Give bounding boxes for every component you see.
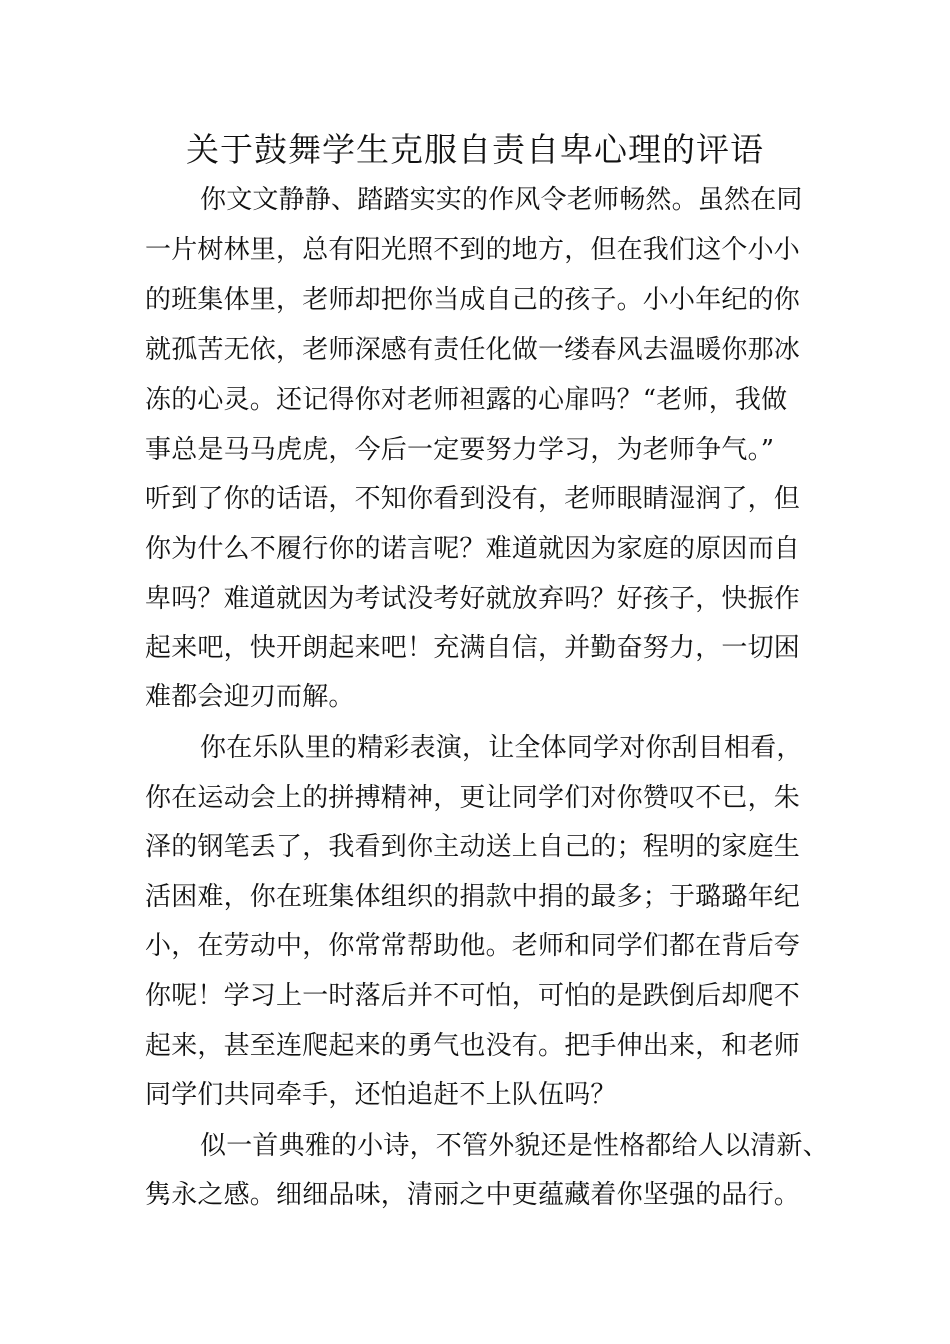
paragraph-line: 冻的心灵。还记得你对老师袒露的心扉吗？“老师，我做 [145,385,788,415]
paragraph-line: 你在乐队里的精彩表演，让全体同学对你刮目相看， [200,733,803,763]
paragraph-line: 你在运动会上的拼搏精神，更让同学们对你赞叹不已，朱 [145,783,801,813]
document-title: 关于鼓舞学生克服自责自卑心理的评语 [186,130,764,169]
paragraph-line: 小，在劳动中，你常常帮助他。老师和同学们都在背后夸 [145,931,801,961]
paragraph-line: 听到了你的话语，不知你看到没有，老师眼睛湿润了，但 [145,484,801,514]
paragraph-line: 同学们共同牵手，还怕追赶不上队伍吗？ [145,1080,617,1110]
paragraph-line: 卑吗？难道就因为考试没考好就放弃吗？好孩子，快振作 [145,584,801,614]
paragraph-line: 就孤苦无依，老师深感有责任化做一缕春风去温暖你那冰 [145,335,801,365]
paragraph-line: 起来，甚至连爬起来的勇气也没有。把手伸出来，和老师 [145,1031,801,1061]
paragraph-line: 你呢！学习上一时落后并不可怕，可怕的是跌倒后却爬不 [145,981,801,1011]
paragraph-line: 你文文静静、踏踏实实的作风令老师畅然。虽然在同 [200,185,803,215]
paragraph-line: 泽的钢笔丢了，我看到你主动送上自己的；程明的家庭生 [145,832,801,862]
paragraph-line: 似一首典雅的小诗，不管外貌还是性格都给人以清新、 [200,1131,829,1161]
paragraph-line: 你为什么不履行你的诺言呢？难道就因为家庭的原因而自 [145,534,801,564]
paragraph-line: 难都会迎刃而解。 [145,682,355,712]
paragraph-line: 的班集体里，老师却把你当成自己的孩子。小小年纪的你 [145,285,801,315]
paragraph-line: 活困难，你在班集体组织的捐款中捐的最多；于璐璐年纪 [145,882,801,912]
paragraph-line: 隽永之感。细细品味，清丽之中更蕴藏着你坚强的品行。 [145,1180,801,1210]
paragraph-line: 一片树林里，总有阳光照不到的地方，但在我们这个小小 [145,235,801,265]
paragraph-line: 事总是马马虎虎，今后一定要努力学习，为老师争气。” [145,435,775,465]
paragraph-line: 起来吧，快开朗起来吧！充满自信，并勤奋努力，一切困 [145,633,801,663]
